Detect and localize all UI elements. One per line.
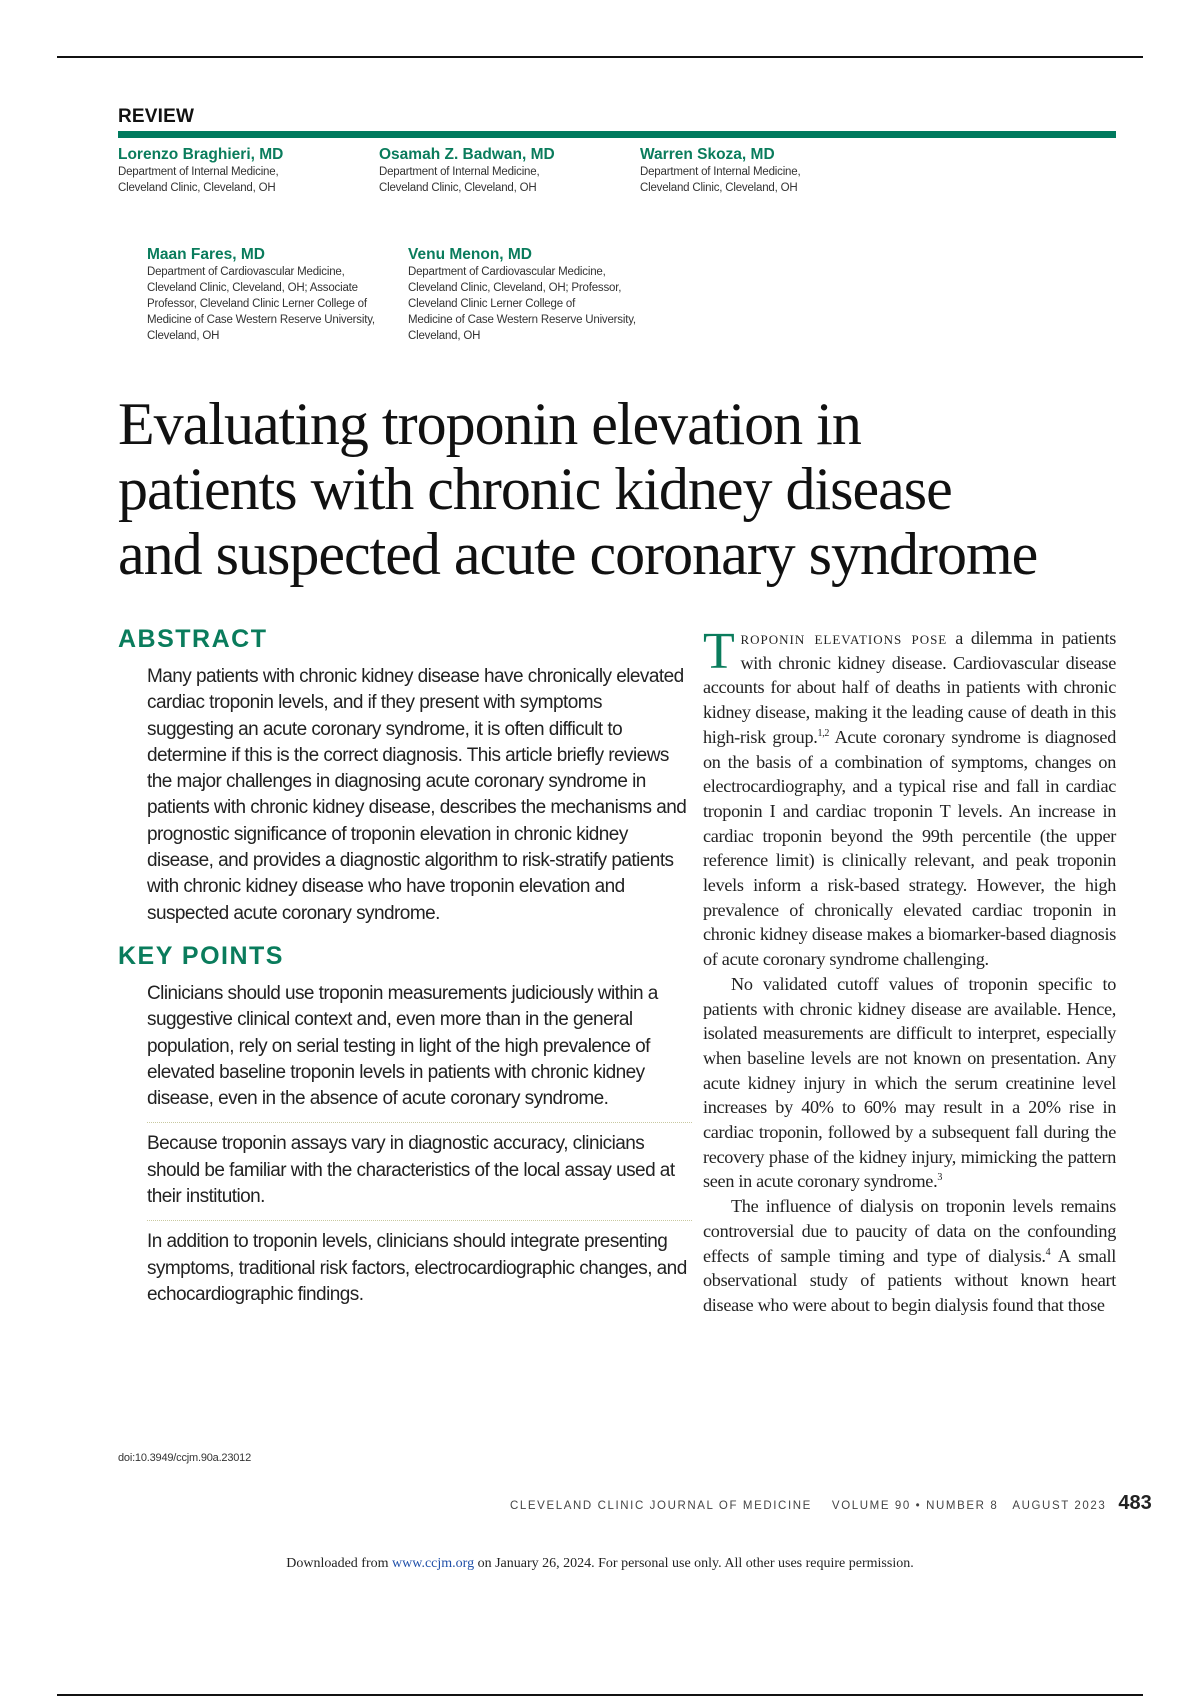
ccjm-link[interactable]: www.ccjm.org [392, 1556, 475, 1571]
author-name: Maan Fares, MD [147, 246, 266, 263]
key-points-list [118, 971, 687, 1318]
author-4 [147, 246, 397, 344]
body-paragraph-3: The influence of dialysis on troponin levels remains controversial due to paucity of data on the confounding effects of sample timing and type of dialysis.$^4$ A small observational study of patients without known heart disease who were about to begin dialysis found that those [703, 1196, 1116, 1315]
left-column [118, 624, 687, 1318]
citation: 1,2 [817, 727, 830, 739]
author-name: Warren Skoza, MD [640, 146, 775, 163]
lead-in: roponin elevations pose [740, 628, 948, 648]
volume-number: VOLUME 90 • NUMBER 8 [831, 1500, 999, 1512]
author-2 [379, 146, 629, 196]
abstract-heading: ABSTRACT [118, 625, 268, 653]
page-number: 483 [1118, 1492, 1152, 1514]
key-point: Clinicians should use troponin measurements judiciously within a suggestive clinical context and, even more than in the general population, rely on serial testing in light of the high prevalence of elevated baseline troponin levels in patients with chronic kidney disease, even in the absence of acute coronary syndrome. [147, 982, 658, 1110]
doi: doi:10.3949/ccjm.90a.23012 [118, 1452, 252, 1464]
key-points-heading: KEY POINTS [118, 941, 284, 970]
author-affiliation: Department of Internal Medicine, Cleveland Clinic, Cleveland, OH [379, 166, 540, 194]
body-column [703, 623, 1116, 1318]
abstract-text: Many patients with chronic kidney disease have chronically elevated cardiac troponin levels, and if they present with symptoms suggesting an acute coronary syndrome, it is often difficult to determine if this is the correct diagnosis. This article briefly reviews the major challenges in diagnosing acute coronary syndrome in patients with chronic kidney disease, describes the mechanisms and prognostic significance of troponin elevation in chronic kidney disease, and provides a diagnostic algorithm to risk-stratify patients with chronic kidney disease who have troponin elevation and suspected acute coronary syndrome. [147, 666, 687, 924]
citation: 3 [937, 1172, 943, 1184]
journal-name: CLEVELAND CLINIC JOURNAL OF MEDICINE [510, 1500, 812, 1512]
header-green-bar [118, 131, 1116, 138]
author-affiliation: Department of Internal Medicine, Cleveland Clinic, Cleveland, OH [640, 166, 801, 194]
page-footer [510, 1492, 1152, 1515]
bottom-rule [57, 1694, 1143, 1696]
author-affiliation: Department of Internal Medicine, Cleveland Clinic, Cleveland, OH [118, 166, 279, 194]
author-1 [118, 146, 368, 196]
author-name: Lorenzo Braghieri, MD [118, 146, 284, 163]
author-name: Osamah Z. Badwan, MD [379, 146, 555, 163]
author-3 [640, 146, 890, 196]
article-title: Evaluating troponin elevation in patients with chronic kidney disease and suspected acute coronary syndrome [118, 391, 1038, 587]
section-label: REVIEW [118, 106, 195, 127]
key-point: Because troponin assays vary in diagnostic accuracy, clinicians should be familiar with the characteristics of the local assay used at their institution. [147, 1122, 692, 1220]
key-point: In addition to troponin levels, clinicians should integrate presenting symptoms, traditional risk factors, electrocardiographic changes, and echocardiographic findings. [147, 1220, 692, 1318]
body-paragraph-2: No validated cutoff values of troponin specific to patients with chronic kidney disease are available. Hence, isolated measurements are difficult to interpret, especially when baseline levels are not known on presentation. Any acute kidney injury in which the serum creatinine level increases by 40% to 60% may result in a 20% rise in cardiac troponin, followed by a subsequent fall during the recovery phase of the kidney injury, mimicking the pattern seen in acute coronary syndrome.$^3$ [703, 973, 1116, 1192]
author-5 [408, 246, 658, 344]
issue-date: AUGUST 2023 [1012, 1500, 1107, 1512]
body-paragraph-1: Troponin elevations pose a dilemma in patients with chronic kidney disease. Cardiovascular disease accounts for about half of deaths in patients with chronic kidney disease, making it the leading cause of death in this high-risk group.$^{1,2}$ Acute coronary syndrome is diagnosed on the basis of a combination of symptoms, changes on electrocardiography, and a typical rise and fall in cardiac troponin I and cardiac troponin T levels. An increase in cardiac troponin beyond the 99th percentile (the upper reference limit) is clinically relevant, and peak troponin levels inform a risk-based strategy. However, the high prevalence of chronically elevated cardiac troponin in chronic kidney disease makes a biomarker-based diagnosis of acute coronary syndrome challenging. [703, 623, 1116, 970]
drop-cap: T [703, 623, 735, 680]
author-affiliation: Department of Cardiovascular Medicine, Cleveland Clinic, Cleveland, OH; Associate Professor, Cleveland Clinic Lerner College of Medicine of Case Western Reserve University, Cleveland, OH [147, 266, 375, 342]
download-notice: Downloaded from www.ccjm.org on January 26, 2024. For personal use only. All other uses require permission. [286, 1556, 914, 1571]
citation: 4 [1045, 1246, 1051, 1258]
author-name: Venu Menon, MD [408, 246, 532, 263]
top-rule [57, 56, 1143, 58]
author-affiliation: Department of Cardiovascular Medicine, Cleveland Clinic, Cleveland, OH; Professor, Cleveland Clinic Lerner College of Medicine of Case Western Reserve University, Cleveland, OH [408, 266, 636, 342]
